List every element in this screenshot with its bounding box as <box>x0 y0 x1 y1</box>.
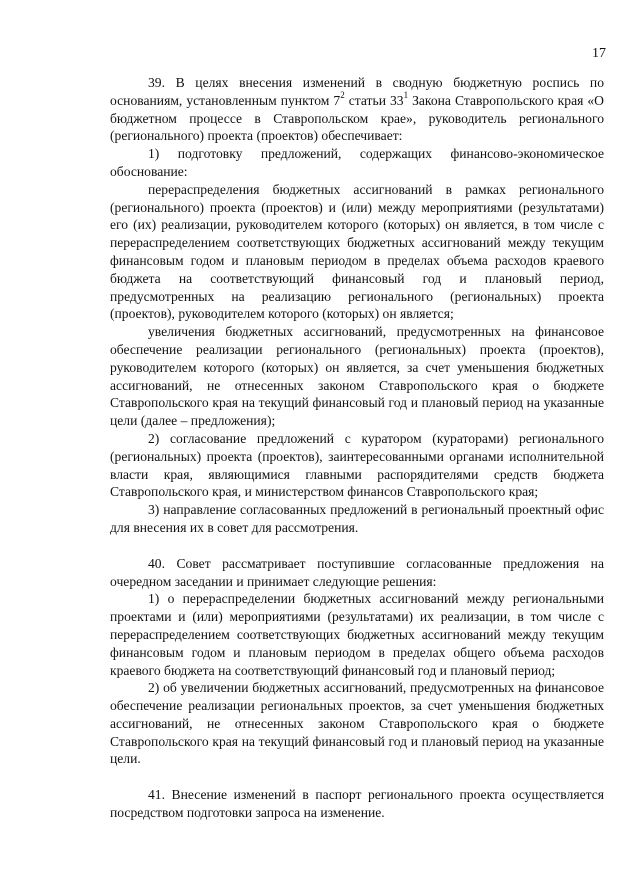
section-39-intro <box>110 74 604 145</box>
section-40-intro: 40. Совет рассматривает поступившие согласованные предложения на очередном заседании и принимает следующие решения: <box>110 555 604 589</box>
superscript-article-number: 1 <box>403 90 409 101</box>
section-39-item-3: 3) направление согласованных предложений в региональный проектный офис для внесения их в совет для рассмотрения. <box>110 502 604 535</box>
section-39-item-1-b: увеличения бюджетных ассигнований, предусмотренных на финансовое обеспечение реализации регионального (региональных) проекта (проектов), руководителем которого (которых) он является, за счет уменьшения бюджетных ассигнований, не отнесенных законом Ставропольского края о бюджете Ставропольского края на текущий финансовый год и плановый период на указанные цели (далее – предложения); <box>110 324 604 429</box>
section-39-intro-part-1: 39. В целях внесения изменений в сводную бюджетную роспись по основаниям, установленным пунктом 7 <box>110 75 604 108</box>
section-39-item-1: 1) подготовку предложений, содержащих финансово-экономическое обоснование: <box>110 146 604 179</box>
superscript-point-number: 2 <box>340 90 345 101</box>
document-body <box>110 74 604 822</box>
section-39-item-2: 2) согласование предложений с куратором (кураторами) регионального (региональных) проекта (проектов), заинтересованными органами исполнительной власти края, являющимися главными распорядителями средств бюджета Ставропольского края, и министерством финансов Ставропольского края; <box>110 430 604 500</box>
page-number: 17 <box>592 46 606 61</box>
section-40-item-2: 2) об увеличении бюджетных ассигнований, предусмотренных на финансовое обеспечение реализации региональных проектов, за счет уменьшения бюджетных ассигнований, не отнесенных законом Ставропольского края о бюджете Ставропольского края на текущий финансовый год и плановый период на указанные цели. <box>110 680 604 767</box>
section-41-text: 41. Внесение изменений в паспорт регионального проекта осуществляется посредством подготовки запроса на изменение. <box>110 787 604 821</box>
section-39-intro-part-3: Закона Ставропольского края «О бюджетном процессе в Ставропольском крае», руководитель регионального (регионального) проекта (проектов) обеспечивает: <box>110 92 604 144</box>
section-39-item-1-a: перераспределения бюджетных ассигнований в рамках регионального (регионального) проекта (проектов) и (или) между мероприятиями (результатами) его (их) реализации, руководителем которого (которых) он является, в том числе с перераспределением соответствующих бюджетных ассигнований между текущим финансовым годом и плановым периодом в пределах объема расходов краевого бюджета на соответствующий финансовый год и плановый период, предусмотренных на реализацию регионального (региональных) проекта (проектов), руководителем которого (которых) он является; <box>110 181 604 322</box>
section-39-intro-part-2: статьи 33 <box>344 92 404 108</box>
section-40-item-1: 1) о перераспределении бюджетных ассигнований между региональными проектами и (или) мероприятиями (результатами) их реализации, в том числе с перераспределением соответствующих бюджетных ассигнований между текущим финансовым годом и плановым периодом в пределах общего объема расходов краевого бюджета на соответствующий финансовый год и плановый период; <box>110 591 604 678</box>
